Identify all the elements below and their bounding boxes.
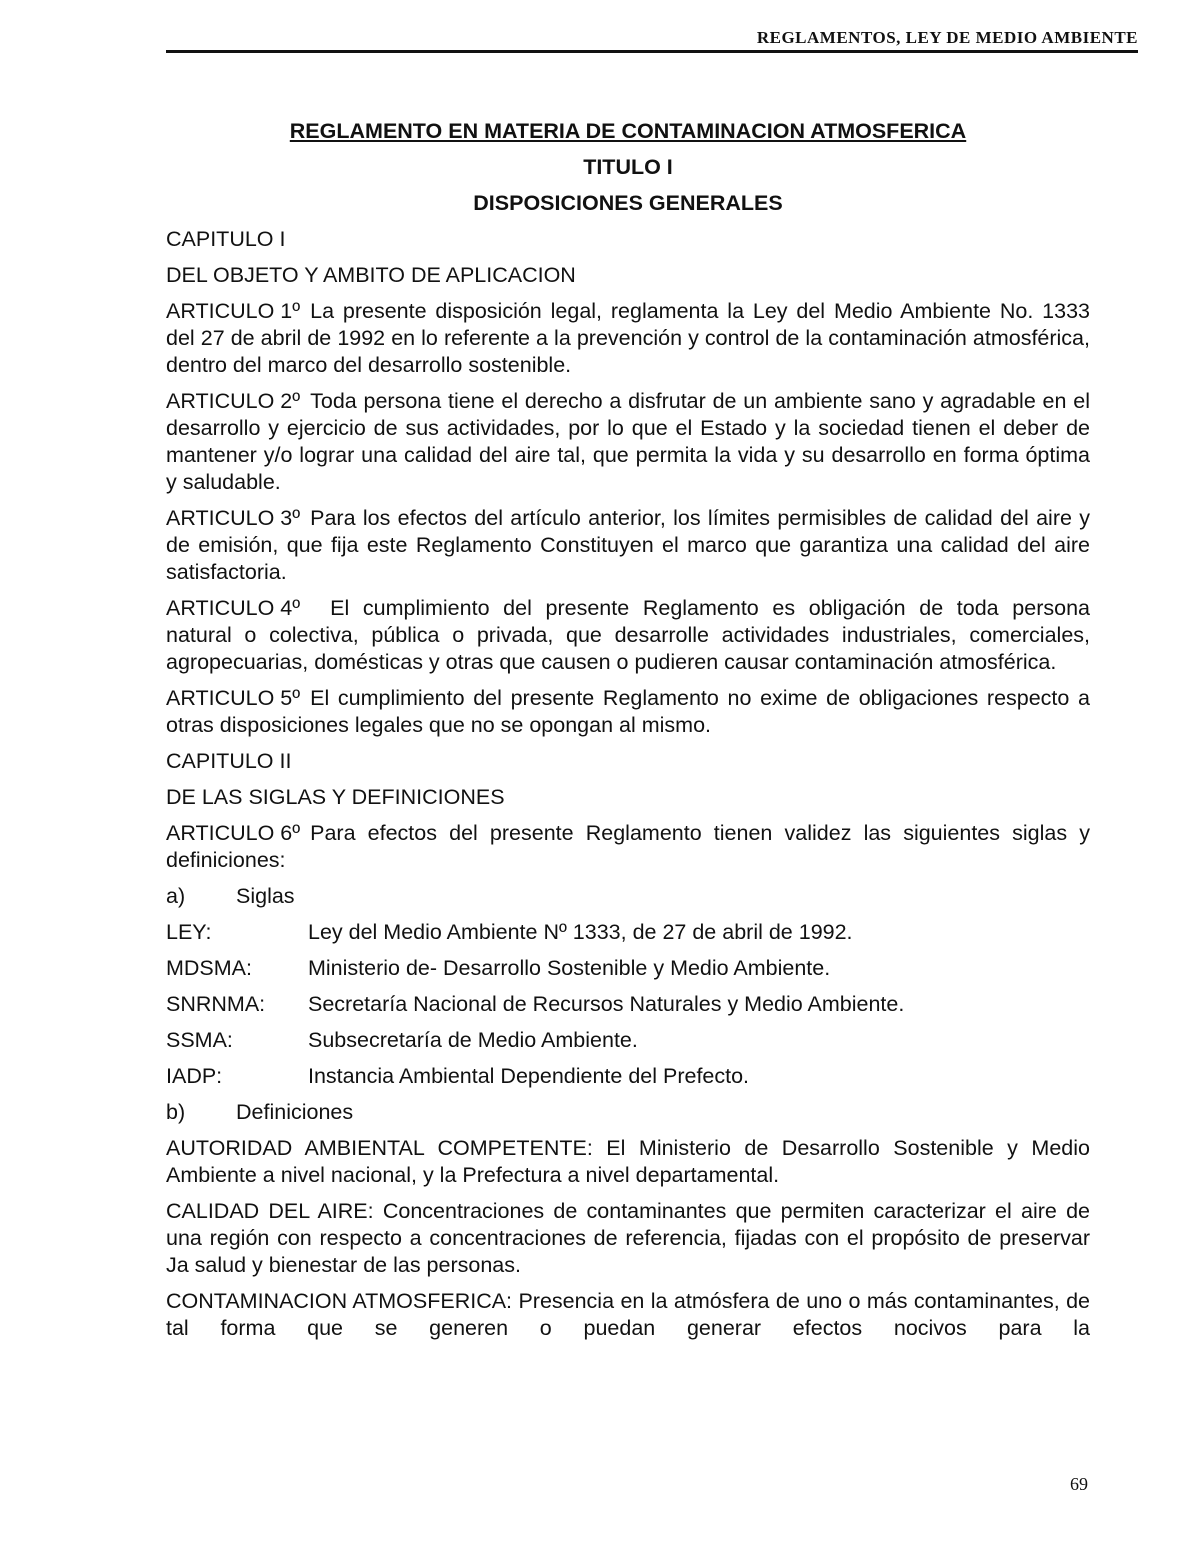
running-header: REGLAMENTOS, LEY DE MEDIO AMBIENTE xyxy=(756,28,1138,47)
header-rule xyxy=(166,50,1138,53)
sigla-key: SNRNMA: xyxy=(166,992,266,1016)
page-number: 69 xyxy=(1070,1474,1088,1494)
article-text: El cumplimiento del presente Reglamento no exime de obligaciones respecto a otras disposiciones legales que no se opongan al mismo. xyxy=(166,686,1090,737)
article-text: El cumplimiento del presente Reglamento es obligación de toda persona natural o colectiva, pública o privada, que desarrolle actividades industriales, comerciales, agropecuarias, domésticas y otras que causen o pudieren causar contaminación atmosférica. xyxy=(166,596,1090,674)
siglas-heading: Siglas xyxy=(236,884,295,908)
sigla-row xyxy=(166,1063,1090,1090)
article-label: ARTICULO 2º xyxy=(166,389,301,413)
document-body xyxy=(166,118,1090,1351)
definition-paragraph: CALIDAD DEL AIRE: Concentraciones de contaminantes que permiten caracterizar el aire de una región con respecto a concentraciones de referencia, fijadas con el propósito de preservar Ja salud y bienestar de las personas. xyxy=(166,1199,1090,1277)
definition-paragraph: CONTAMINACION ATMOSFERICA: Presencia en la atmósfera de uno o más contaminantes, de tal forma que se generen o puedan generar efectos nocivos para la xyxy=(166,1289,1090,1340)
article-3 xyxy=(166,505,1090,586)
list-marker: b) xyxy=(166,1100,186,1124)
sigla-value: Ministerio de- Desarrollo Sostenible y Medio Ambiente. xyxy=(308,956,831,980)
chapter-2-name: DE LAS SIGLAS Y DEFINICIONES xyxy=(166,785,505,809)
article-label: ARTICULO 6º xyxy=(166,821,301,845)
sigla-value: Ley del Medio Ambiente Nº 1333, de 27 de abril de 1992. xyxy=(308,920,853,944)
chapter-1-name: DEL OBJETO Y AMBITO DE APLICACION xyxy=(166,263,576,287)
definiciones-heading-row xyxy=(166,1099,1090,1126)
article-text: Toda persona tiene el derecho a disfrutar de un ambiente sano y agradable en el desarrollo y ejercicio de sus actividades, por lo que el Estado y la sociedad tienen el deber de mantener y/o lograr una calidad del aire tal, que permita la vida y su desarrollo en forma óptima y saludable. xyxy=(166,389,1090,494)
article-label: ARTICULO 4º xyxy=(166,596,301,620)
article-2 xyxy=(166,388,1090,496)
document-title: REGLAMENTO EN MATERIA DE CONTAMINACION ATMOSFERICA xyxy=(289,119,967,143)
sigla-value: Instancia Ambiental Dependiente del Prefecto. xyxy=(308,1064,750,1088)
sigla-row xyxy=(166,955,1090,982)
article-label: ARTICULO 5º xyxy=(166,686,301,710)
sigla-value: Secretaría Nacional de Recursos Naturales y Medio Ambiente. xyxy=(308,992,905,1016)
sigla-row xyxy=(166,991,1090,1018)
sigla-row xyxy=(166,1027,1090,1054)
article-label: ARTICULO 3º xyxy=(166,506,301,530)
chapter-2-label: CAPITULO II xyxy=(166,749,292,773)
article-label: ARTICULO 1º xyxy=(166,299,301,323)
article-4 xyxy=(166,595,1090,676)
chapter-1-label: CAPITULO I xyxy=(166,227,286,251)
siglas-heading-row xyxy=(166,883,1090,910)
definition-paragraph: AUTORIDAD AMBIENTAL COMPETENTE: El Ministerio de Desarrollo Sostenible y Medio Ambiente a nivel nacional, y la Prefectura a nivel departamental. xyxy=(166,1136,1090,1187)
article-5 xyxy=(166,685,1090,739)
list-marker: a) xyxy=(166,884,186,908)
sigla-value: Subsecretaría de Medio Ambiente. xyxy=(308,1028,638,1052)
title-name: DISPOSICIONES GENERALES xyxy=(473,191,783,215)
article-1 xyxy=(166,298,1090,379)
sigla-row xyxy=(166,919,1090,946)
article-text: Para efectos del presente Reglamento tienen validez las siguientes siglas y definiciones: xyxy=(166,821,1090,872)
article-text: Para los efectos del artículo anterior, los límites permisibles de calidad del aire y de emisión, que fija este Reglamento Constituyen el marco que garantiza una calidad del aire satisfactoria. xyxy=(166,506,1090,584)
sigla-key: MDSMA: xyxy=(166,956,252,980)
title-number: TITULO I xyxy=(583,155,673,179)
sigla-key: SSMA: xyxy=(166,1028,233,1052)
definiciones-heading: Definiciones xyxy=(236,1100,354,1124)
article-6 xyxy=(166,820,1090,874)
sigla-key: IADP: xyxy=(166,1064,223,1088)
article-text: La presente disposición legal, reglamenta la Ley del Medio Ambiente No. 1333 del 27 de abril de 1992 en lo referente a la prevención y control de la contaminación atmosférica, dentro del marco del desarrollo sostenible. xyxy=(166,299,1090,377)
sigla-key: LEY: xyxy=(166,920,212,944)
